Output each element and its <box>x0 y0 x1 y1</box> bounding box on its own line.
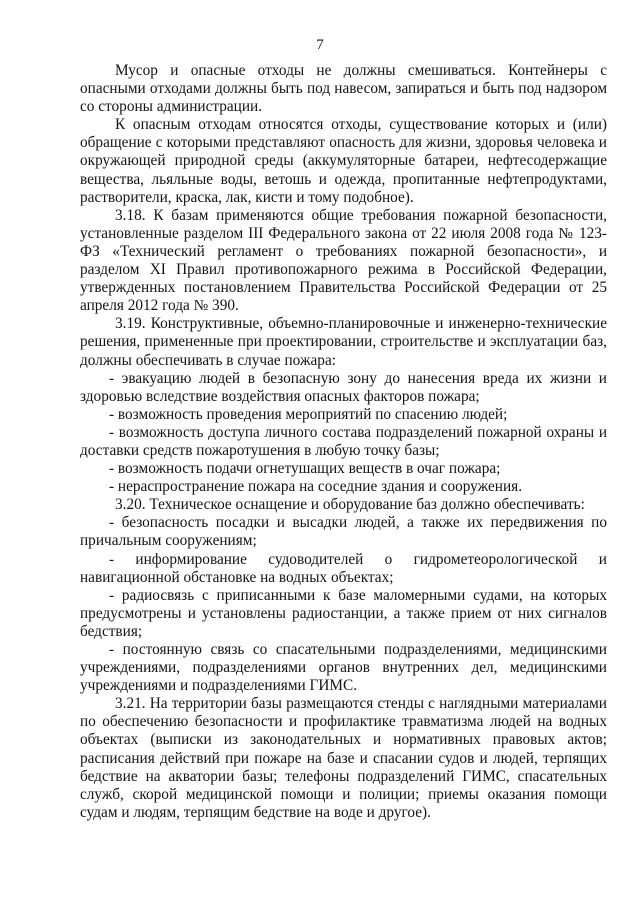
list-item-evacuation: - эвакуацию людей в безопасную зону до нанесения вреда их жизни и здоровью вследствие воздействия опасных факторов пожара; <box>80 369 607 405</box>
list-item-radio-communication: - радиосвязь с приписанными к базе маломерными судами, на которых предусмотрены и установлены радиостанции, а также прием от них сигналов бедствия; <box>80 586 607 640</box>
list-item-navigator-information: - информирование судоводителей о гидрометеорологической и навигационной обстановке на водных объектах; <box>80 550 607 586</box>
page-number: 7 <box>316 37 324 53</box>
paragraph-3-20: 3.20. Техническое оснащение и оборудование баз должно обеспечивать: <box>115 496 585 514</box>
paragraph-hazardous-waste-definition: К опасным отходам относятся отходы, существование которых и (или) обращение с которыми представляют опасность для жизни, здоровья человека и окружающей природной среды (аккумуляторные батареи, нефтесодержащие вещества, льяльные воды, ветошь и одежда, пропитанные нефтепродуктами, растворители, краска, лак, кисти и тому подобное). <box>80 116 607 206</box>
document-body <box>80 62 607 822</box>
list-item-extinguishing-agents: - возможность подачи огнетушащих веществ в очаг пожара; <box>109 460 501 478</box>
paragraph-3-21: 3.21. На территории базы размещаются стенды с наглядными материалами по обеспечению безопасности и профилактике травматизма людей на водных объектах (выписки из законодательных и нормативных правовых актов; расписания действий при пожаре на базе и спасании судов и людей, терпящих бедствие на акватории базы; телефоны подразделений ГИМС, спасательных служб, скорой медицинской помощи и полиции; приемы оказания помощи судам и людям, терпящим бедствие на воде и другое). <box>80 695 607 821</box>
list-item-boarding-safety: - безопасность посадки и высадки людей, а также их передвижения по причальным сооружениям; <box>80 514 607 550</box>
paragraph-3-18: 3.18. К базам применяются общие требования пожарной безопасности, установленные разделом III Федерального закона от 22 июля 2008 года № 123-ФЗ «Технический регламент о требованиях пожарной безопасности», и разделом XI Правил противопожарного режима в Российской Федерации, утвержденных постановлением Правительства Российской Федерации от 25 апреля 2012 года № 390. <box>80 206 607 315</box>
list-item-fire-brigade-access: - возможность доступа личного состава подразделений пожарной охраны и доставки средств пожаротушения в любую точку базы; <box>80 423 607 459</box>
list-item-permanent-communication: - постоянную связь со спасательными подразделениями, медицинскими учреждениями, подразделениями органов внутренних дел, медицинскими учреждениями и подразделениями ГИМС. <box>80 641 607 695</box>
paragraph-3-19: 3.19. Конструктивные, объемно-планировочные и инженерно-технические решения, примененные при проектировании, строительстве и эксплуатации баз, должны обеспечивать в случае пожара: <box>80 315 607 369</box>
paragraph-waste-separation: Мусор и опасные отходы не должны смешиваться. Контейнеры с опасными отходами должны быть под навесом, запираться и быть под надзором со стороны администрации. <box>80 62 607 116</box>
list-item-fire-spread-prevention: - нераспространение пожара на соседние здания и сооружения. <box>109 478 523 496</box>
list-item-rescue-measures: - возможность проведения мероприятий по спасению людей; <box>109 405 508 423</box>
